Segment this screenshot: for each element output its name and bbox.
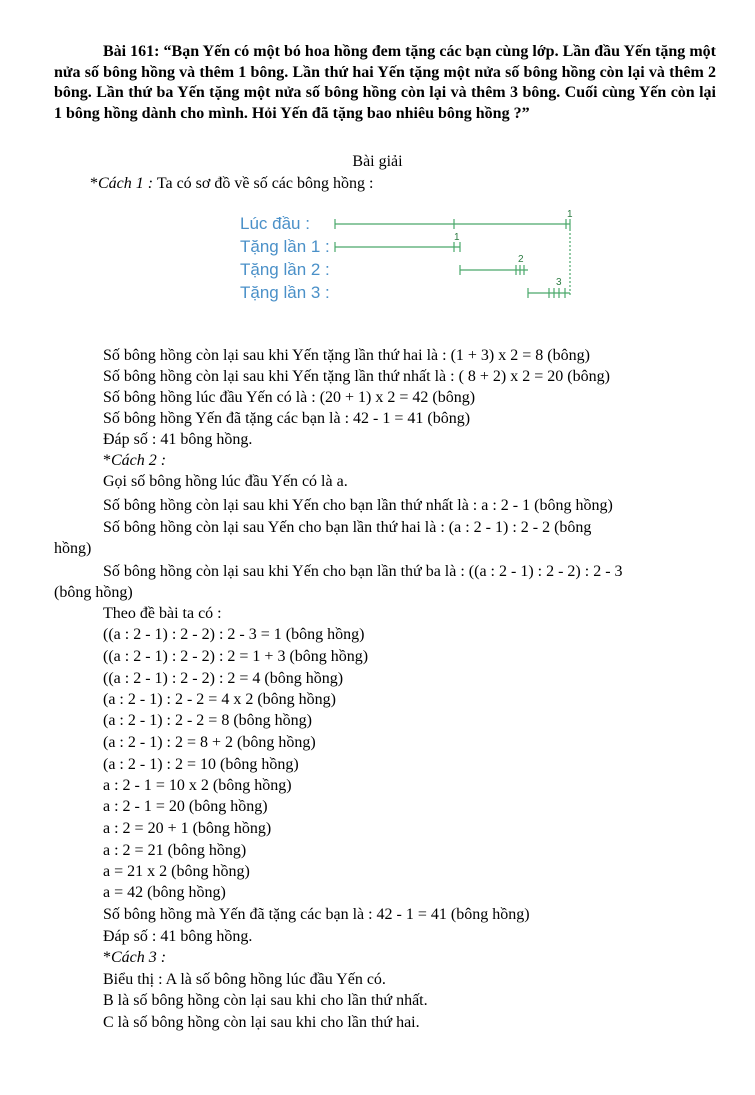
diagram-row-label: Lúc đầu : xyxy=(240,214,310,233)
method2-line: Gọi số bông hồng lúc đầu Yến có là a. xyxy=(103,473,348,490)
method2-heading: *Cách 2 : xyxy=(103,452,167,469)
method2-step: Theo đề bài ta có : xyxy=(103,605,222,622)
diagram-mark: 1 xyxy=(567,209,573,220)
method2-step: ((a : 2 - 1) : 2 - 2) : 2 = 4 (bông hồng) xyxy=(103,670,344,687)
method2-step: (a : 2 - 1) : 2 = 8 + 2 (bông hồng) xyxy=(103,734,316,751)
method2-step: (a : 2 - 1) : 2 = 10 (bông hồng) xyxy=(103,756,299,773)
method2-step: Số bông hồng mà Yến đã tặng các bạn là : 42 - 1 = 41 (bông hồng) xyxy=(103,906,530,923)
method2-line: hồng) xyxy=(54,540,92,557)
method2-step: ((a : 2 - 1) : 2 - 2) : 2 = 1 + 3 (bông hồng) xyxy=(103,648,369,665)
diagram-row-label: Tặng lần 2 : xyxy=(240,260,330,279)
method2-step: ((a : 2 - 1) : 2 - 2) : 2 - 3 = 1 (bông hồng) xyxy=(103,626,365,643)
method3-line: B là số bông hồng còn lại sau khi cho lần thứ nhất. xyxy=(103,992,428,1009)
segment-diagram xyxy=(232,205,582,315)
problem-statement: Bài 161: “Bạn Yến có một bó hoa hồng đem tặng các bạn cùng lớp. Lần đầu Yến tặng một nửa số bông hồng và thêm 1 bông. Lần thứ hai Yến tặng một nửa số bông hồng còn lại và thêm 2 bông. Lần thứ ba Yến tặng một nửa số bông hồng còn lại và thêm 3 bông. Cuối cùng Yến còn lại 1 bông hồng dành cho mình. Hỏi Yến đã tặng bao nhiêu bông hồng ?” xyxy=(54,43,716,122)
method1-line: Số bông hồng Yến đã tặng các bạn là : 42 - 1 = 41 (bông) xyxy=(103,410,471,427)
method2-step: a : 2 = 20 + 1 (bông hồng) xyxy=(103,820,272,837)
diagram-row-label: Tặng lần 3 : xyxy=(240,283,330,302)
method2-line: (bông hồng) xyxy=(54,584,133,601)
method2-line: Số bông hồng còn lại sau khi Yến cho bạn lần thứ ba là : ((a : 2 - 1) : 2 - 2) : 2 - 3 xyxy=(103,563,623,580)
method2-step: a : 2 = 21 (bông hồng) xyxy=(103,842,247,859)
method3-line: C là số bông hồng còn lại sau khi cho lần thứ hai. xyxy=(103,1014,420,1031)
diagram-mark: 3 xyxy=(556,277,562,288)
method1-heading: *Cách 1 : Ta có sơ đồ về số các bông hồng : xyxy=(90,175,374,192)
method2-line: Số bông hồng còn lại sau Yến cho bạn lần thứ hai là : (a : 2 - 1) : 2 - 2 (bông xyxy=(103,519,592,536)
method2-step: a = 21 x 2 (bông hồng) xyxy=(103,863,250,880)
method3-heading: *Cách 3 : xyxy=(103,949,167,966)
method1-line: Số bông hồng lúc đầu Yến có là : (20 + 1) x 2 = 42 (bông) xyxy=(103,389,476,406)
method2-step: a = 42 (bông hồng) xyxy=(103,884,226,901)
method1-line: Số bông hồng còn lại sau khi Yến tặng lần thứ nhất là : ( 8 + 2) x 2 = 20 (bông) xyxy=(103,368,610,385)
method2-step: a : 2 - 1 = 20 (bông hồng) xyxy=(103,798,268,815)
method2-answer: Đáp số : 41 bông hồng. xyxy=(103,928,253,945)
method2-step: (a : 2 - 1) : 2 - 2 = 4 x 2 (bông hồng) xyxy=(103,691,336,708)
diagram-mark: 1 xyxy=(454,232,460,243)
method1-answer: Đáp số : 41 bông hồng. xyxy=(103,431,253,448)
method1-line: Số bông hồng còn lại sau khi Yến tặng lần thứ hai là : (1 + 3) x 2 = 8 (bông) xyxy=(103,347,590,364)
diagram-mark: 2 xyxy=(518,254,524,265)
method2-line: Số bông hồng còn lại sau khi Yến cho bạn lần thứ nhất là : a : 2 - 1 (bông hồng) xyxy=(103,497,613,514)
method2-step: a : 2 - 1 = 10 x 2 (bông hồng) xyxy=(103,777,292,794)
diagram-row-label: Tặng lần 1 : xyxy=(240,237,330,256)
solution-title: Bài giải xyxy=(352,153,403,170)
method3-line: Biểu thị : A là số bông hồng lúc đầu Yến có. xyxy=(103,971,386,988)
method2-step: (a : 2 - 1) : 2 - 2 = 8 (bông hồng) xyxy=(103,712,312,729)
